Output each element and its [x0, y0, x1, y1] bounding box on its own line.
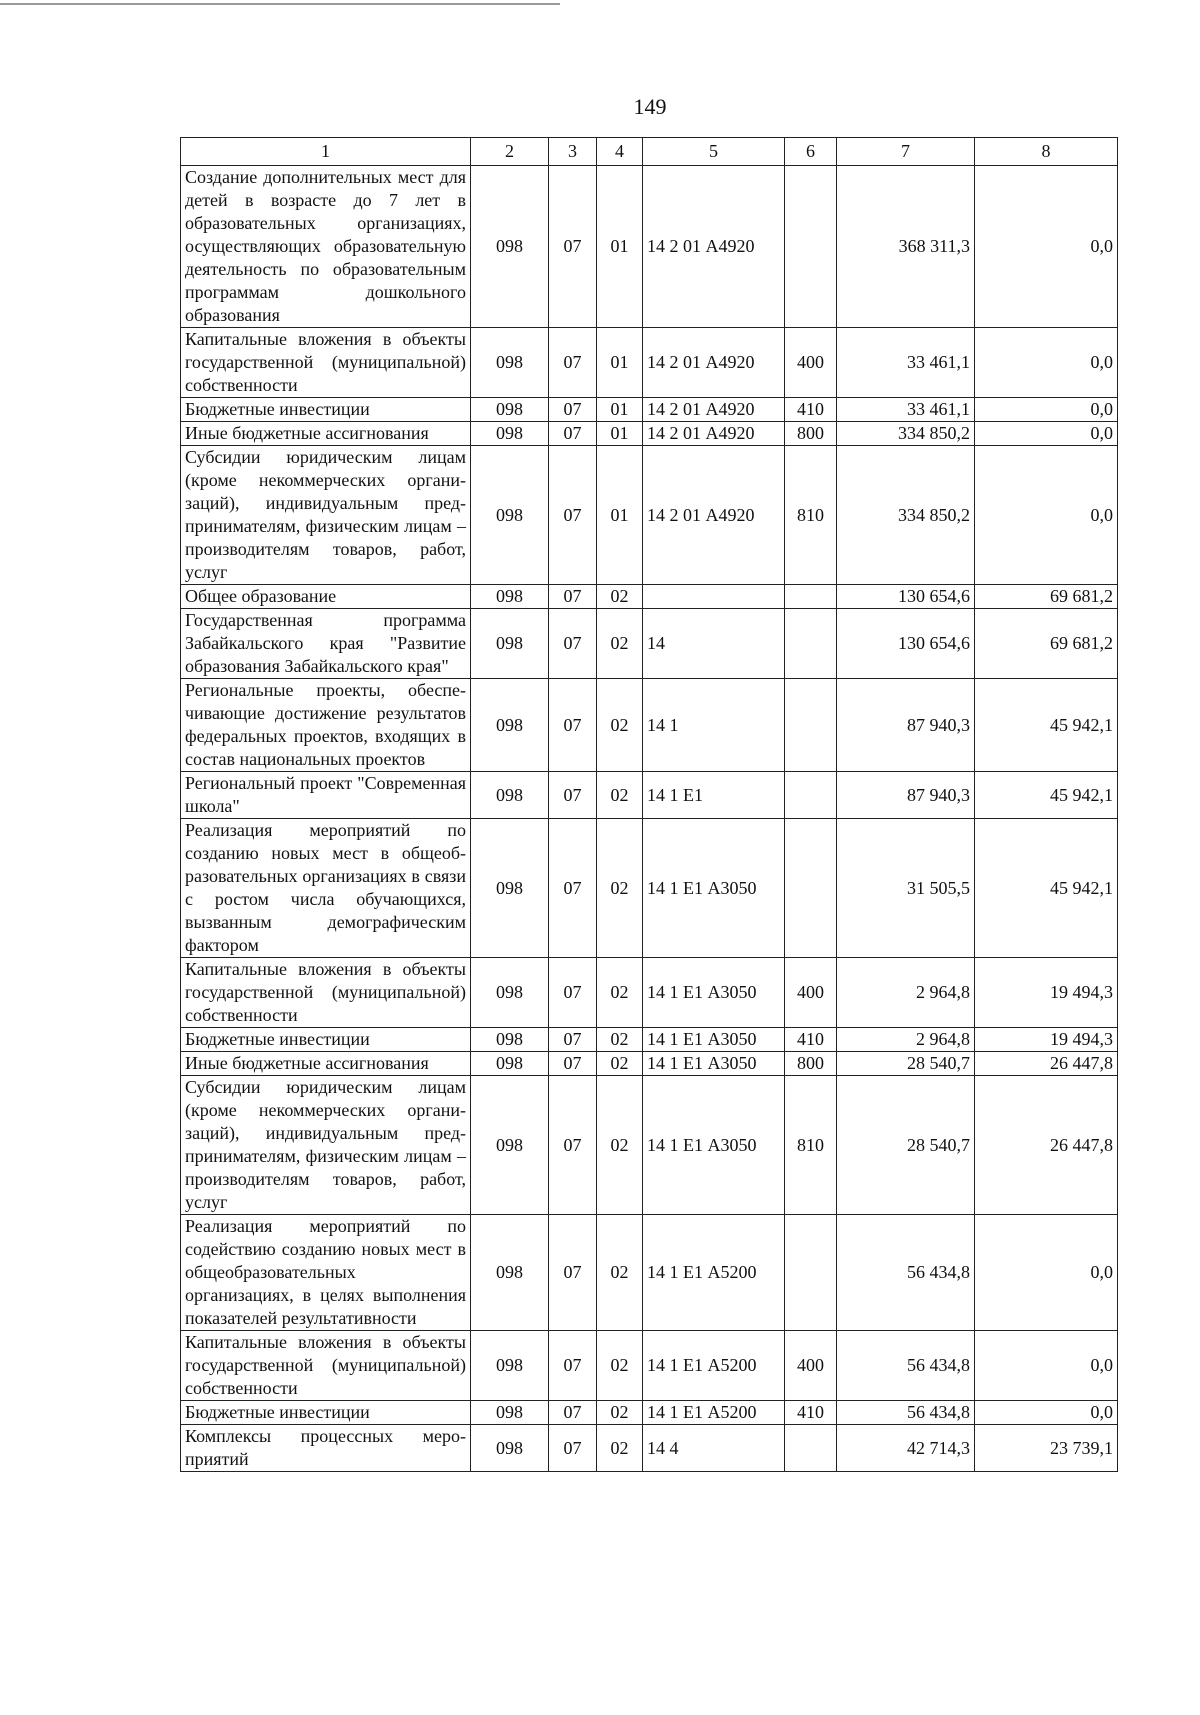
target-article-cell: 14 1 Е1 А5200 [643, 1331, 785, 1401]
section-code-cell: 07 [549, 328, 597, 398]
budget-table [180, 137, 1118, 1472]
section-code-cell: 07 [549, 958, 597, 1028]
amount-year2-cell: 0,0 [975, 1401, 1118, 1425]
grbs-code-cell: 098 [471, 1425, 549, 1472]
amount-year2-cell: 45 942,1 [975, 772, 1118, 819]
expense-type-cell: 410 [785, 398, 837, 422]
section-code-cell: 07 [549, 422, 597, 446]
header-cell: 5 [643, 138, 785, 166]
amount-year1-cell: 33 461,1 [837, 398, 975, 422]
row-name-cell: Реализация мероприятий по созданию новых мест в общеобразовательных организациях в связи с ростом числа обучающихся, вызванным демографическим фактором [181, 819, 471, 958]
row-name-cell: Бюджетные инвестиции [181, 1028, 471, 1052]
expense-type-cell: 410 [785, 1028, 837, 1052]
table-header-row [181, 138, 1118, 166]
target-article-cell: 14 1 Е1 А3050 [643, 1076, 785, 1215]
section-code-cell: 07 [549, 772, 597, 819]
grbs-code-cell: 098 [471, 328, 549, 398]
expense-type-cell [785, 609, 837, 679]
row-name-cell: Иные бюджетные ассигнования [181, 1052, 471, 1076]
section-code-cell: 07 [549, 679, 597, 772]
grbs-code-cell: 098 [471, 1076, 549, 1215]
table-row [181, 1052, 1118, 1076]
table-row [181, 166, 1118, 328]
target-article-cell: 14 2 01 А4920 [643, 328, 785, 398]
table-row [181, 585, 1118, 609]
amount-year2-cell: 26 447,8 [975, 1076, 1118, 1215]
amount-year1-cell: 334 850,2 [837, 422, 975, 446]
target-article-cell: 14 1 Е1 А5200 [643, 1215, 785, 1331]
section-code-cell: 07 [549, 609, 597, 679]
target-article-cell: 14 2 01 А4920 [643, 166, 785, 328]
target-article-cell: 14 4 [643, 1425, 785, 1472]
target-article-cell: 14 2 01 А4920 [643, 422, 785, 446]
expense-type-cell [785, 819, 837, 958]
target-article-cell: 14 2 01 А4920 [643, 398, 785, 422]
table-row [181, 446, 1118, 585]
amount-year1-cell: 2 964,8 [837, 958, 975, 1028]
subsection-code-cell: 02 [597, 1425, 643, 1472]
table-row [181, 772, 1118, 819]
expense-type-cell: 810 [785, 1076, 837, 1215]
amount-year1-cell: 56 434,8 [837, 1215, 975, 1331]
expense-type-cell: 800 [785, 1052, 837, 1076]
amount-year2-cell: 69 681,2 [975, 609, 1118, 679]
amount-year1-cell: 56 434,8 [837, 1331, 975, 1401]
grbs-code-cell: 098 [471, 609, 549, 679]
subsection-code-cell: 01 [597, 328, 643, 398]
table-row [181, 609, 1118, 679]
row-name-cell: Бюджетные инвестиции [181, 1401, 471, 1425]
subsection-code-cell: 02 [597, 1401, 643, 1425]
grbs-code-cell: 098 [471, 1028, 549, 1052]
grbs-code-cell: 098 [471, 1215, 549, 1331]
amount-year2-cell: 0,0 [975, 1331, 1118, 1401]
target-article-cell [643, 585, 785, 609]
section-code-cell: 07 [549, 398, 597, 422]
grbs-code-cell: 098 [471, 958, 549, 1028]
target-article-cell: 14 1 Е1 А3050 [643, 819, 785, 958]
target-article-cell: 14 1 Е1 А5200 [643, 1401, 785, 1425]
table-row [181, 398, 1118, 422]
subsection-code-cell: 02 [597, 1215, 643, 1331]
amount-year2-cell: 0,0 [975, 422, 1118, 446]
expense-type-cell: 400 [785, 328, 837, 398]
grbs-code-cell: 098 [471, 819, 549, 958]
subsection-code-cell: 02 [597, 958, 643, 1028]
grbs-code-cell: 098 [471, 398, 549, 422]
row-name-cell: Капитальные вложения в объекты государственной (муниципальной) собственности [181, 1331, 471, 1401]
grbs-code-cell: 098 [471, 585, 549, 609]
subsection-code-cell: 02 [597, 1052, 643, 1076]
page-number: 149 [633, 94, 667, 119]
header-cell: 4 [597, 138, 643, 166]
amount-year2-cell: 26 447,8 [975, 1052, 1118, 1076]
row-name-cell: Реализация мероприятий по содействию созданию новых мест в общеобразовательных организациях, в целях выполнения показателей результативности [181, 1215, 471, 1331]
amount-year2-cell: 19 494,3 [975, 958, 1118, 1028]
amount-year2-cell: 69 681,2 [975, 585, 1118, 609]
amount-year1-cell: 33 461,1 [837, 328, 975, 398]
table-body [181, 166, 1118, 1472]
header-cell: 7 [837, 138, 975, 166]
amount-year2-cell: 0,0 [975, 398, 1118, 422]
expense-type-cell: 400 [785, 1331, 837, 1401]
amount-year1-cell: 56 434,8 [837, 1401, 975, 1425]
grbs-code-cell: 098 [471, 1331, 549, 1401]
grbs-code-cell: 098 [471, 422, 549, 446]
scan-border-line [0, 3, 560, 5]
target-article-cell: 14 1 Е1 А3050 [643, 958, 785, 1028]
row-name-cell: Общее образование [181, 585, 471, 609]
grbs-code-cell: 098 [471, 166, 549, 328]
header-cell: 3 [549, 138, 597, 166]
table-row [181, 1215, 1118, 1331]
target-article-cell: 14 2 01 А4920 [643, 446, 785, 585]
subsection-code-cell: 02 [597, 1028, 643, 1052]
grbs-code-cell: 098 [471, 446, 549, 585]
table-row [181, 1401, 1118, 1425]
target-article-cell: 14 1 [643, 679, 785, 772]
amount-year1-cell: 87 940,3 [837, 679, 975, 772]
row-name-cell: Субсидии юридическим лицам (кроме некоммерческих организаций), индивидуальным предпринимателям, физическим лицам – производителям товаров, работ, услуг [181, 1076, 471, 1215]
expense-type-cell: 800 [785, 422, 837, 446]
subsection-code-cell: 01 [597, 422, 643, 446]
section-code-cell: 07 [549, 166, 597, 328]
subsection-code-cell: 01 [597, 166, 643, 328]
section-code-cell: 07 [549, 1425, 597, 1472]
section-code-cell: 07 [549, 1052, 597, 1076]
table-row [181, 819, 1118, 958]
expense-type-cell [785, 679, 837, 772]
section-code-cell: 07 [549, 1076, 597, 1215]
header-cell: 8 [975, 138, 1118, 166]
row-name-cell: Государственная программа Забайкальского края "Развитие образования Забайкальского края" [181, 609, 471, 679]
table-row [181, 958, 1118, 1028]
grbs-code-cell: 098 [471, 1401, 549, 1425]
subsection-code-cell: 02 [597, 609, 643, 679]
section-code-cell: 07 [549, 1215, 597, 1331]
amount-year2-cell: 0,0 [975, 446, 1118, 585]
table-row [181, 679, 1118, 772]
amount-year1-cell: 130 654,6 [837, 609, 975, 679]
amount-year2-cell: 0,0 [975, 1215, 1118, 1331]
subsection-code-cell: 02 [597, 679, 643, 772]
section-code-cell: 07 [549, 446, 597, 585]
table-row [181, 1028, 1118, 1052]
row-name-cell: Капитальные вложения в объекты государственной (муниципальной) собственности [181, 958, 471, 1028]
row-name-cell: Субсидии юридическим лицам (кроме некоммерческих организаций), индивидуальным предпринимателям, физическим лицам – производителям товаров, работ, услуг [181, 446, 471, 585]
expense-type-cell [785, 585, 837, 609]
amount-year1-cell: 28 540,7 [837, 1076, 975, 1215]
table-row [181, 328, 1118, 398]
grbs-code-cell: 098 [471, 1052, 549, 1076]
header-cell: 1 [181, 138, 471, 166]
amount-year1-cell: 368 311,3 [837, 166, 975, 328]
amount-year1-cell: 87 940,3 [837, 772, 975, 819]
subsection-code-cell: 02 [597, 1331, 643, 1401]
amount-year1-cell: 31 505,5 [837, 819, 975, 958]
expense-type-cell [785, 1425, 837, 1472]
expense-type-cell [785, 772, 837, 819]
target-article-cell: 14 1 Е1 А3050 [643, 1028, 785, 1052]
subsection-code-cell: 01 [597, 398, 643, 422]
amount-year1-cell: 28 540,7 [837, 1052, 975, 1076]
expense-type-cell [785, 166, 837, 328]
subsection-code-cell: 02 [597, 819, 643, 958]
row-name-cell: Региональный проект "Современная школа" [181, 772, 471, 819]
target-article-cell: 14 1 Е1 [643, 772, 785, 819]
row-name-cell: Региональные проекты, обеспечивающие достижение результатов федеральных проектов, входящих в состав национальных проектов [181, 679, 471, 772]
target-article-cell: 14 [643, 609, 785, 679]
row-name-cell: Иные бюджетные ассигнования [181, 422, 471, 446]
row-name-cell: Создание дополнительных мест для детей в возрасте до 7 лет в образовательных организациях, осуществляющих образовательную деятельность по образовательным программам дошкольного образования [181, 166, 471, 328]
expense-type-cell: 410 [785, 1401, 837, 1425]
amount-year1-cell: 130 654,6 [837, 585, 975, 609]
target-article-cell: 14 1 Е1 А3050 [643, 1052, 785, 1076]
amount-year2-cell: 45 942,1 [975, 819, 1118, 958]
amount-year2-cell: 0,0 [975, 328, 1118, 398]
table-row [181, 422, 1118, 446]
amount-year1-cell: 334 850,2 [837, 446, 975, 585]
section-code-cell: 07 [549, 819, 597, 958]
header-cell: 2 [471, 138, 549, 166]
subsection-code-cell: 02 [597, 772, 643, 819]
section-code-cell: 07 [549, 1028, 597, 1052]
expense-type-cell [785, 1215, 837, 1331]
expense-type-cell: 400 [785, 958, 837, 1028]
subsection-code-cell: 02 [597, 585, 643, 609]
amount-year2-cell: 23 739,1 [975, 1425, 1118, 1472]
amount-year2-cell: 19 494,3 [975, 1028, 1118, 1052]
section-code-cell: 07 [549, 1331, 597, 1401]
row-name-cell: Капитальные вложения в объекты государственной (муниципальной) собственности [181, 328, 471, 398]
subsection-code-cell: 01 [597, 446, 643, 585]
grbs-code-cell: 098 [471, 679, 549, 772]
expense-type-cell: 810 [785, 446, 837, 585]
row-name-cell: Бюджетные инвестиции [181, 398, 471, 422]
section-code-cell: 07 [549, 585, 597, 609]
amount-year1-cell: 42 714,3 [837, 1425, 975, 1472]
section-code-cell: 07 [549, 1401, 597, 1425]
amount-year2-cell: 45 942,1 [975, 679, 1118, 772]
amount-year1-cell: 2 964,8 [837, 1028, 975, 1052]
table-row [181, 1076, 1118, 1215]
grbs-code-cell: 098 [471, 772, 549, 819]
amount-year2-cell: 0,0 [975, 166, 1118, 328]
table-row [181, 1331, 1118, 1401]
row-name-cell: Комплексы процессных мероприятий [181, 1425, 471, 1472]
subsection-code-cell: 02 [597, 1076, 643, 1215]
header-cell: 6 [785, 138, 837, 166]
table-row [181, 1425, 1118, 1472]
